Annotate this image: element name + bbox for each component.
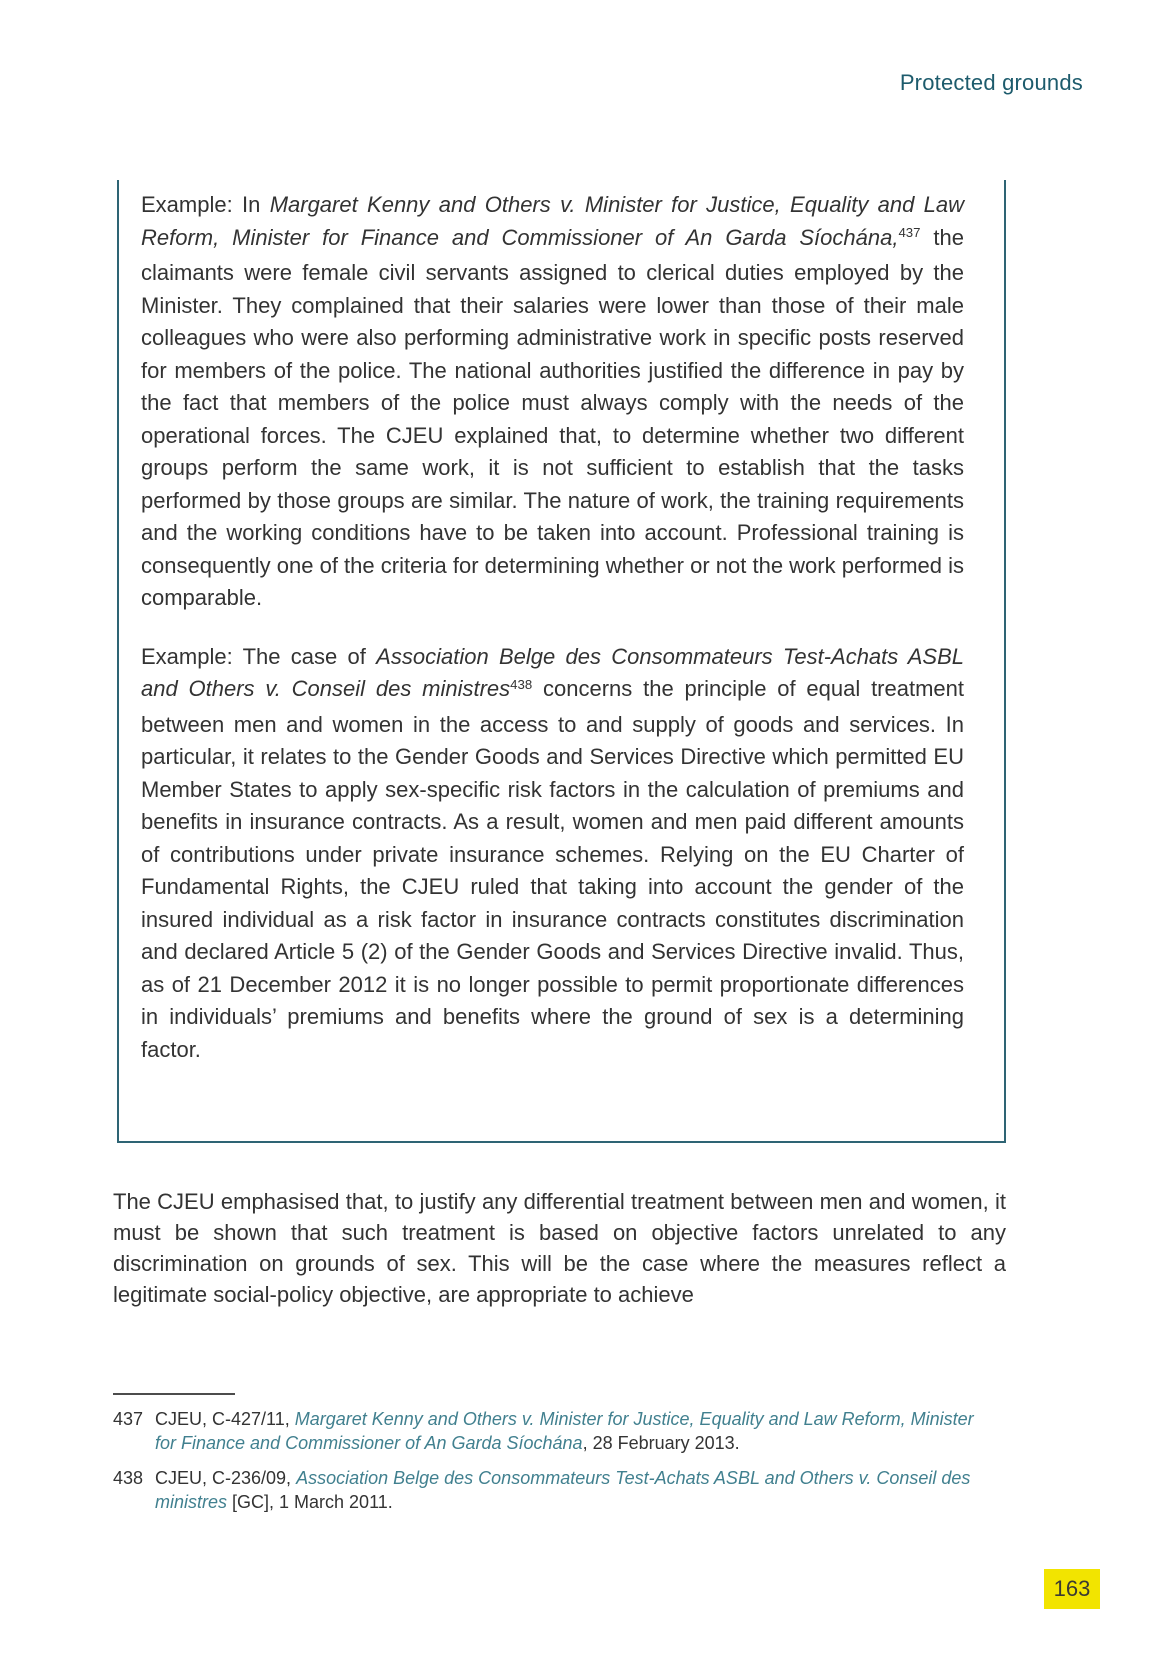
footnote-ref[interactable]: 438: [510, 676, 533, 692]
text-segment: Association Belge des Consommateurs Test-Achats ASBL and Others v. Conseil des ministres: [141, 643, 964, 701]
footnotes-section: [113, 1407, 993, 1525]
text-segment: CJEU, C-427/11,: [155, 1409, 295, 1429]
footnote-separator-rule: [113, 1393, 235, 1395]
text-segment: , 28 February 2013.: [582, 1433, 740, 1453]
text-segment: Example: The case of: [141, 643, 377, 669]
case-reference-link[interactable]: Association Belge des Consommateurs Test-Achats ASBL and Others v. Conseil des ministres: [155, 1468, 971, 1512]
text-segment: Example: In: [141, 192, 270, 217]
footnote-text: [155, 1466, 993, 1514]
text-segment: Margaret Kenny and Others v. Minister for Justice, Equality and Law Reform, Minister for Finance and Commissioner of An Garda Síochána,: [141, 192, 965, 250]
page-number-badge: 163: [1044, 1569, 1100, 1609]
body-paragraph: The CJEU emphasised that, to justify any differential treatment between men and women, it must be shown that such treatment is based on objective factors unrelated to any discrimination on grounds of sex. This will be the case where the measures reflect a legitimate social-policy objective, are appropriate to achieve: [113, 1189, 1006, 1307]
example-box: [117, 180, 1006, 1143]
text-segment: concerns the principle of equal treatment between men and women in the access to and supply of goods and services. In particular, it relates to the Gender Goods and Services Directive which permitted EU Member States to apply sex-specific risk factors in the calculation of premiums and benefits in insurance contracts. As a result, women and men paid different amounts of contributions under private insurance schemes. Relying on the EU Charter of Fundamental Rights, the CJEU ruled that taking into account the gender of the insured individual as a risk factor in insurance contracts constitutes discrimination and declared Article 5 (2) of the Gender Goods and Services Directive invalid. Thus, as of 21 December 2012 it is no longer possible to permit proportionate differences in individuals’ premiums and benefits where the ground of sex is a determining factor.: [141, 676, 965, 1062]
text-segment: [GC], 1 March 2011.: [227, 1492, 393, 1512]
footnote-number: 438: [113, 1468, 144, 1488]
footnote-ref[interactable]: 437: [898, 225, 921, 241]
example-paragraph-test-achats: [141, 641, 964, 1067]
footnote-text: [155, 1407, 993, 1455]
text-segment: CJEU, C-236/09,: [155, 1468, 297, 1488]
footnote-437: [113, 1407, 993, 1455]
case-reference-link[interactable]: Margaret Kenny and Others v. Minister for Justice, Equality and Law Reform, Minister for Finance and Commissioner of An Garda Síochána: [155, 1409, 974, 1453]
text-segment: the claimants were female civil servants assigned to clerical duties employed by the Minister. They complained that their salaries were lower than those of their male colleagues who were also performing administrative work in specific posts reserved for members of the police. The national authorities justified the difference in pay by the fact that members of the police must always comply with the needs of the operational forces. The CJEU explained that, to determine whether two different groups perform the same work, it is not sufficient to establish that the tasks performed by those groups are similar. The nature of work, the training requirements and the working conditions have to be taken into account. Professional training is consequently one of the criteria for determining whether or not the work performed is comparable.: [141, 224, 964, 610]
footnote-438: [113, 1466, 993, 1514]
footnote-number: 437: [113, 1409, 144, 1429]
example-paragraph-kenny: [141, 189, 964, 615]
running-header: Protected grounds: [899, 70, 1083, 95]
